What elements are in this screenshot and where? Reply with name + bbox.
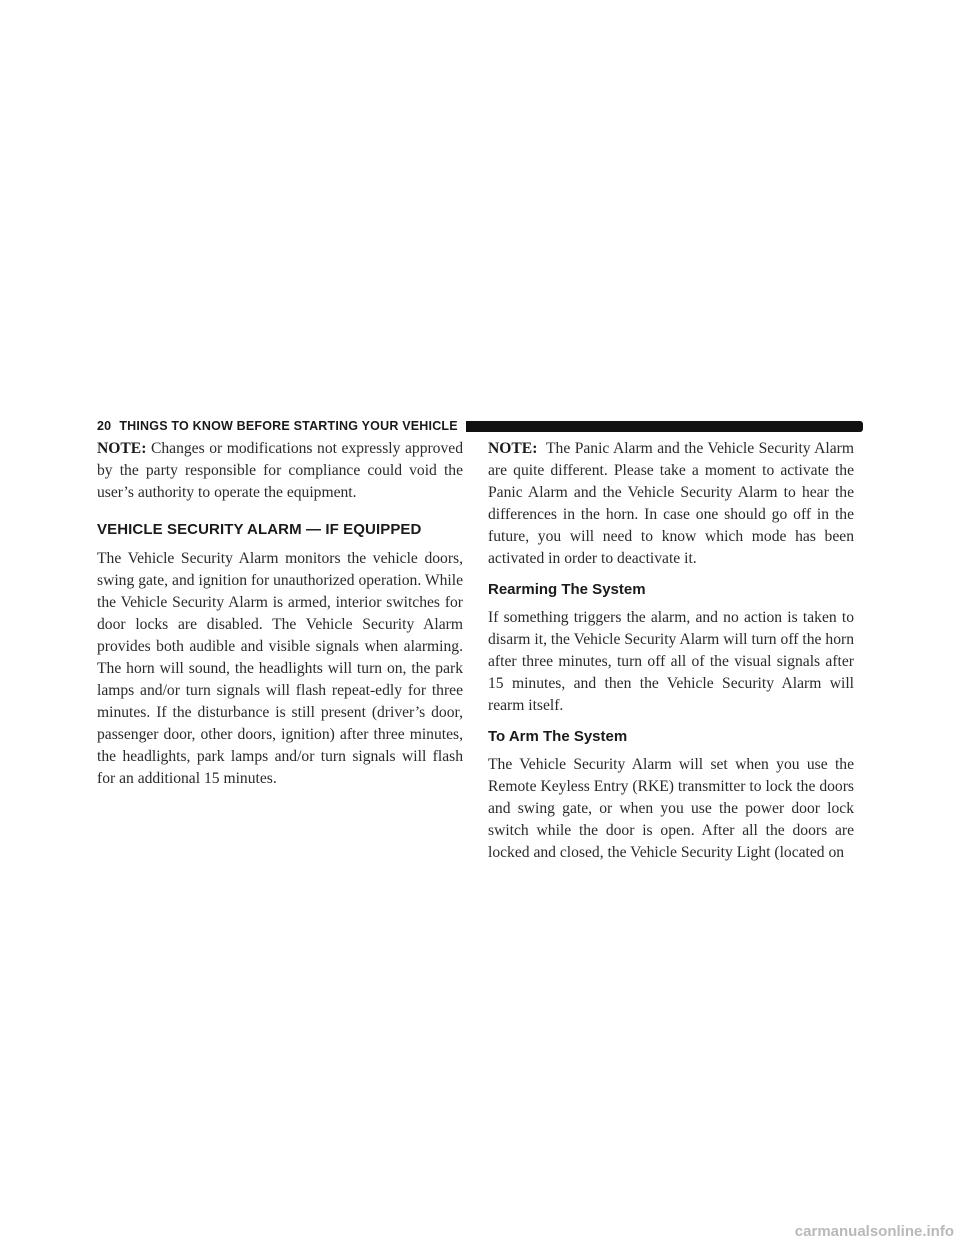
arm-heading: To Arm The System xyxy=(488,728,628,745)
section-heading: VEHICLE SECURITY ALARM — IF EQUIPPED xyxy=(97,521,422,538)
left-column xyxy=(97,438,463,801)
page-header xyxy=(97,415,863,437)
note-paragraph xyxy=(488,438,854,570)
header-bar xyxy=(466,421,863,432)
chapter-title: THINGS TO KNOW BEFORE STARTING YOUR VEHICLE xyxy=(119,419,458,433)
rearming-heading: Rearming The System xyxy=(488,581,646,598)
note-text: The Panic Alarm and the Vehicle Security Alarm are quite different. Please take a moment to activate the Panic Alarm and the Vehicle Security Alarm to hear the differences in the horn. In case one should go off in the future, you will need to know which mode has been activated in order to deactivate it. xyxy=(488,440,855,567)
note-label: NOTE: xyxy=(97,440,147,457)
page-number: 20 xyxy=(97,419,112,433)
note-label: NOTE: xyxy=(488,440,538,457)
header-title xyxy=(97,419,458,433)
note-text: Changes or modifications not expressly approved by the party responsible for compliance could void the user’s authority to operate the equipment. xyxy=(97,440,463,501)
arm-paragraph: The Vehicle Security Alarm will set when you use the Remote Keyless Entry (RKE) transmitter to lock the doors and swing gate, or when you use the power door lock switch while the door is open. After all the doors are locked and closed, the Vehicle Security Light (located on xyxy=(488,756,854,861)
watermark: carmanualsonline.info xyxy=(794,1223,954,1240)
right-column xyxy=(488,438,854,875)
section-paragraph: The Vehicle Security Alarm monitors the vehicle doors, swing gate, and ignition for unauthorized operation. While the Vehicle Security Alarm is armed, interior switches for door locks are disabled. The Vehicle Security Alarm provides both audible and visible signals when alarming. The horn will sound, the headlights will turn on, the park lamps and/or turn signals will flash repeat-edly for three minutes. If the disturbance is still present (driver’s door, passenger door, other doors, ignition) after three minutes, the headlights, park lamps and/or turn signals will flash for an additional 15 minutes. xyxy=(97,550,463,787)
note-paragraph xyxy=(97,438,463,504)
rearming-paragraph: If something triggers the alarm, and no action is taken to disarm it, the Vehicle Security Alarm will turn off the horn after three minutes, turn off all of the visual signals after 15 minutes, and then the Vehicle Security Alarm will rearm itself. xyxy=(488,609,854,714)
